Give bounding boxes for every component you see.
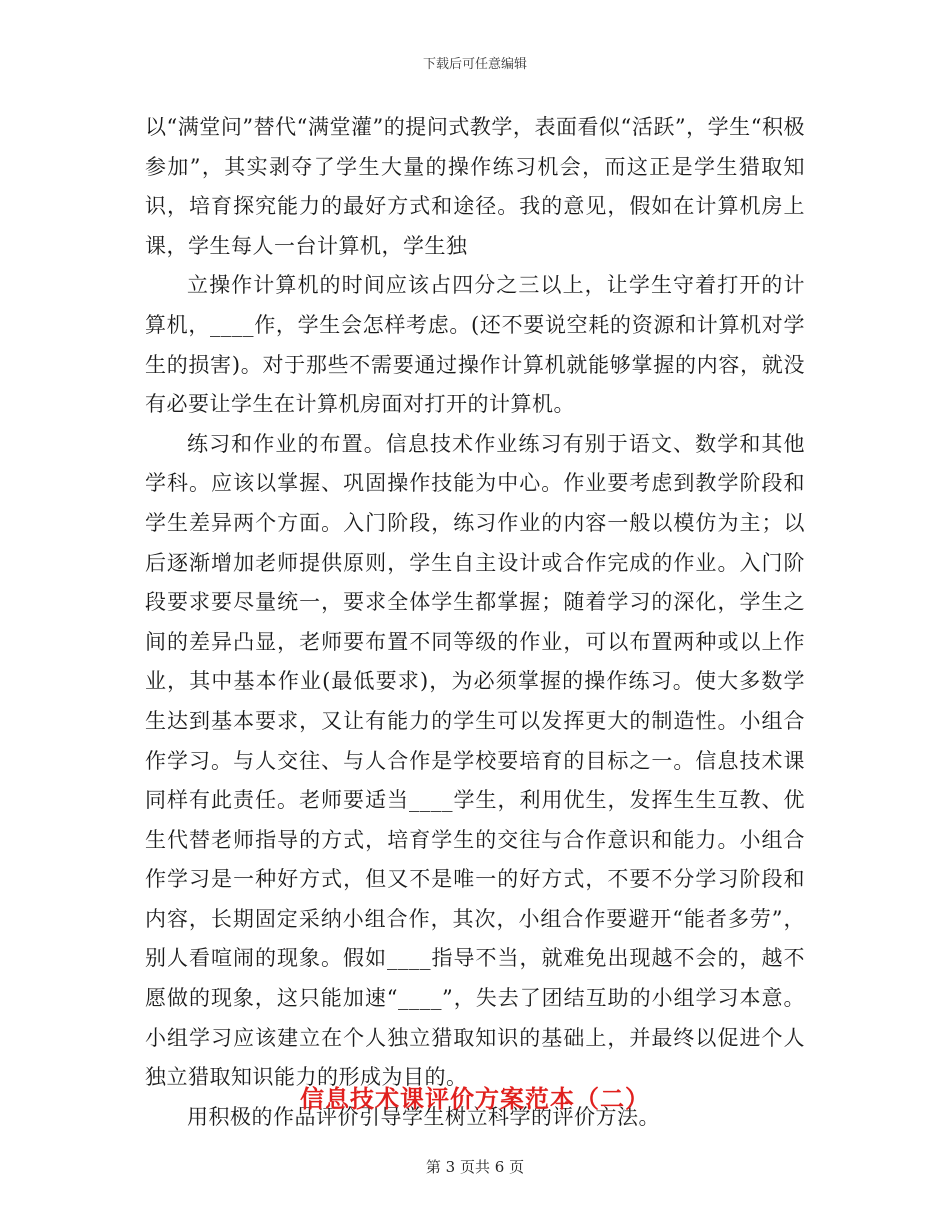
section-title: 信息技术课评价方案范本（二） (300, 1084, 650, 1113)
paragraph-1: 以“满堂问”替代“满堂灌”的提问式教学，表面看似“活跃”，学生“积极参加”，其实剥夺了学生大量的操作练习机会，而这正是学生猎取知识，培育探究能力的最好方式和途径。我的意见，假如在计算机房上课，学生每人一台计算机，学生独 (145, 115, 805, 258)
page-header-note: 下载后可任意编辑 (422, 57, 527, 72)
paragraph-2: 立操作计算机的时间应该占四分之三以上，让学生守着打开的计算机，____作，学生会怎样考虑。(还不要说空耗的资源和计算机对学生的损害)。对于那些不需要通过操作计算机就能够掌握的内容，就没有必要让学生在计算机房面对打开的计算机。 (145, 273, 805, 417)
document-body (145, 108, 805, 1137)
page-number-footer: 第 3 页共 6 页 (425, 1158, 525, 1176)
paragraph-3: 练习和作业的布置。信息技术作业练习有别于语文、数学和其他学科。应该以掌握、巩固操作技能为中心。作业要考虑到教学阶段和学生差异两个方面。入门阶段，练习作业的内容一般以模仿为主；以后逐渐增加老师提供原则，学生自主设计或合作完成的作业。入门阶段要求要尽量统一，要求全体学生都掌握；随着学习的深化，学生之间的差异凸显，老师要布置不同等级的作业，可以布置两种或以上作业，其中基本作业(最低要求)，为必须掌握的操作练习。使大多数学生达到基本要求，又让有能力的学生可以发挥更大的制造性。小组合作学习。与人交往、与人合作是学校要培育的目标之一。信息技术课同样有此责任。老师要适当____学生，利用优生，发挥生生互教、优生代替老师指导的方式，培育学生的交往与合作意识和能力。小组合作学习是一种好方式，但又不是唯一的好方式，不要不分学习阶段和内容，长期固定采纳小组合作，其次，小组合作要避开“能者多劳”，别人看喧闹的现象。假如____指导不当，就难免出现越不会的，越不愿做的现象，这只能加速“____”，失去了团结互助的小组学习本意。小组学习应该建立在个人独立猎取知识的基础上，并最终以促进个人独立猎取知识能力的形成为目的。 (145, 431, 805, 1090)
paragraph-4: 用积极的作品评价引导学生树立科学的评价方法。 (187, 1104, 660, 1129)
